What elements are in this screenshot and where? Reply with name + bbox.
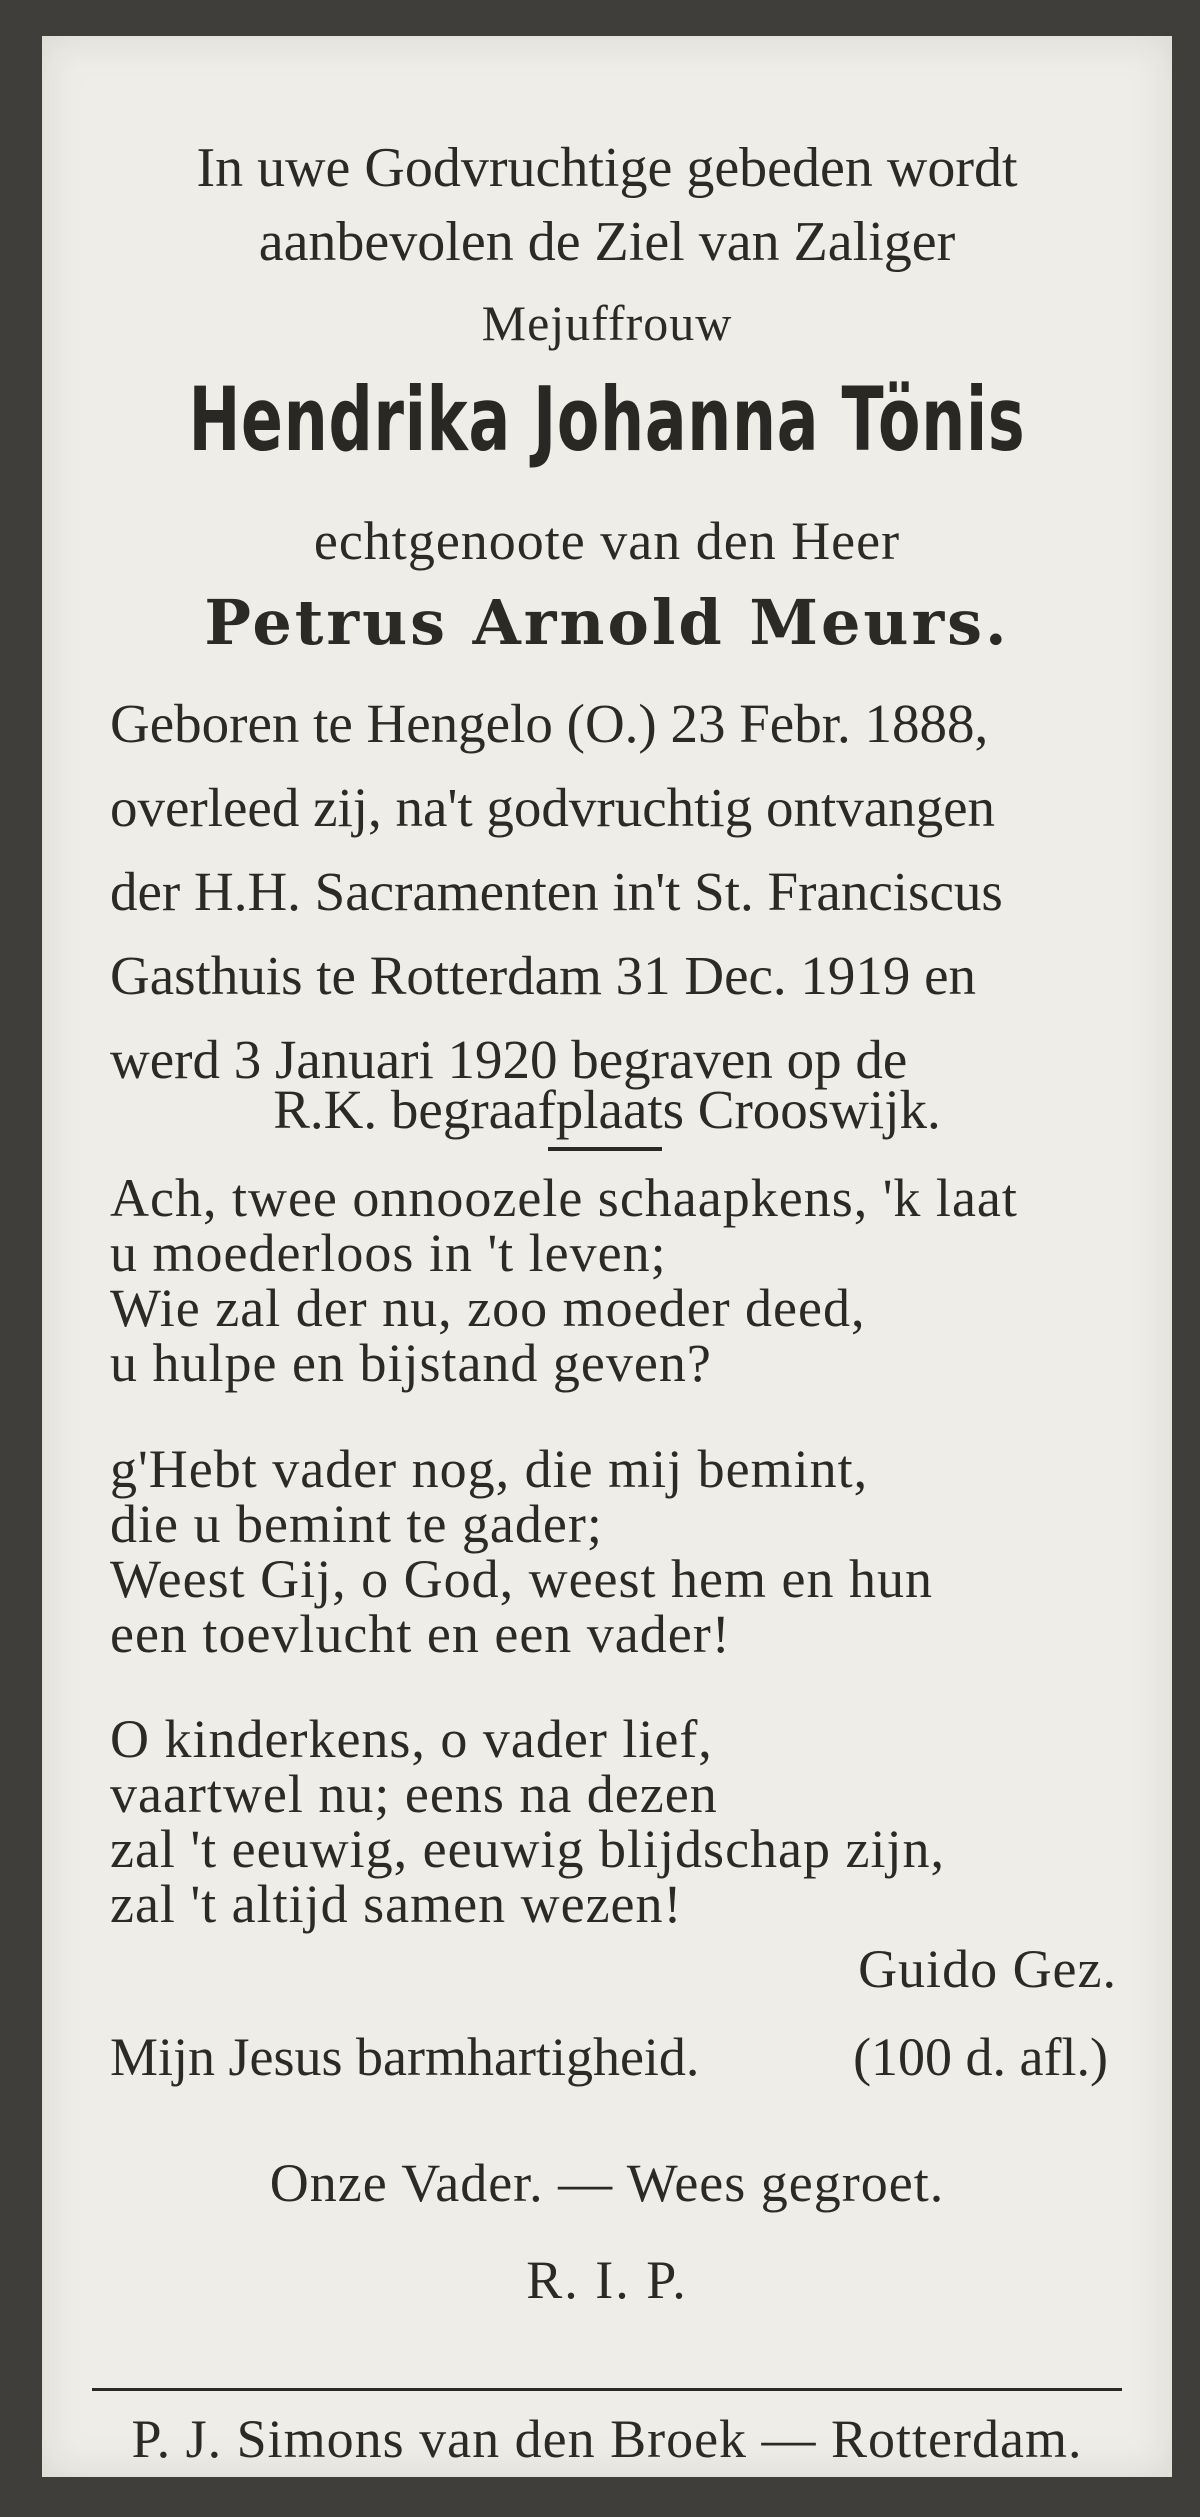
verse-line: O kinderkens, o vader lief, <box>110 1709 713 1769</box>
deceased-name: Hendrika Johanna Tönis <box>188 368 1026 471</box>
biography-line: der H.H. Sacramenten in't St. Franciscus <box>110 861 1003 922</box>
spouse-intro: echtgenoote van den Heer <box>313 511 901 571</box>
closing-rip: R. I. P. <box>526 2250 688 2310</box>
verse-line: u moederloos in 't leven; <box>110 1223 667 1283</box>
honorific: Mejuffrouw <box>481 295 733 351</box>
spouse-name: Petrus Arnold Meurs. <box>204 586 1010 659</box>
verse-line: een toevlucht en een vader! <box>110 1604 731 1664</box>
indulgence-line <box>110 2027 1108 2087</box>
indulgence-text: Mijn Jesus barmhartigheid. <box>110 2027 700 2087</box>
verse-line: Wie zal der nu, zoo moeder deed, <box>110 1278 866 1338</box>
verse-line: vaartwel nu; eens na dezen <box>110 1764 718 1824</box>
intro-line-1: In uwe Godvruchtige gebeden wordt <box>196 137 1018 199</box>
verse-line: zal 't altijd samen wezen! <box>110 1874 683 1934</box>
verse-line: Ach, twee onnoozele schaapkens, 'k laat <box>110 1168 1018 1228</box>
prayers: Onze Vader. — Wees gegroet. <box>269 2153 945 2213</box>
intro-line-2: aanbevolen de Ziel van Zaliger <box>258 211 956 273</box>
printer-credit: P. J. Simons van den Broek — Rotterdam. <box>131 2409 1083 2469</box>
verse-line: u hulpe en bijstand geven? <box>110 1333 712 1393</box>
verse-line: g'Hebt vader nog, die mij bemint, <box>110 1439 869 1499</box>
biography-line: overleed zij, na't godvruchtig ontvangen <box>110 777 996 838</box>
footer-rule <box>92 2388 1122 2391</box>
biography-line: R.K. begraafplaats Crooswijk. <box>273 1079 941 1140</box>
verse-line: die u bemint te gader; <box>110 1494 603 1554</box>
divider-rule <box>548 1147 662 1151</box>
verse-author: Guido Gez. <box>858 1939 1117 1999</box>
verse-line: zal 't eeuwig, eeuwig blijdschap zijn, <box>110 1819 945 1879</box>
biography-line: Geboren te Hengelo (O.) 23 Febr. 1888, <box>110 693 989 754</box>
verse-line: Weest Gij, o God, weest hem en hun <box>110 1549 933 1609</box>
biography-line: Gasthuis te Rotterdam 31 Dec. 1919 en <box>110 945 977 1006</box>
memorial-card <box>42 36 1172 2477</box>
biography-line: werd 3 Januari 1920 begraven op de <box>110 1029 908 1090</box>
indulgence-note: (100 d. afl.) <box>853 2027 1108 2087</box>
